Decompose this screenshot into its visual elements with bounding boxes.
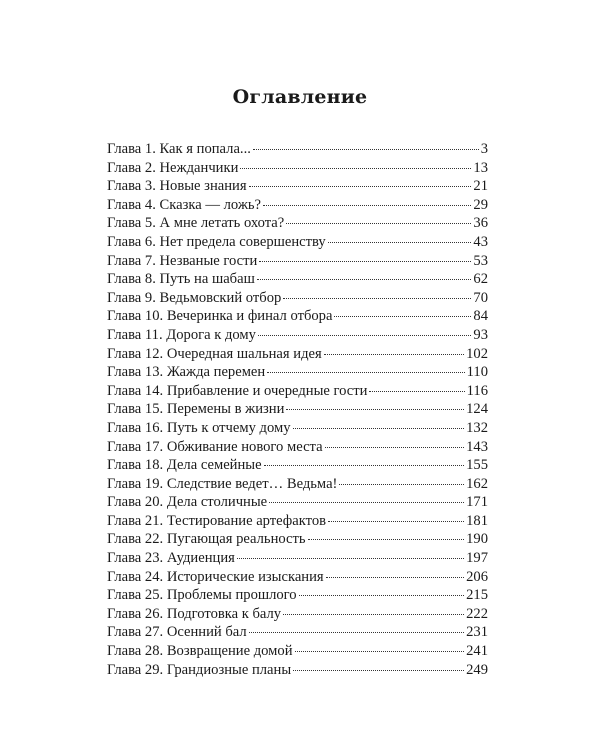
toc-entry-title: Глава 22. Пугающая реальность bbox=[107, 531, 306, 548]
toc-entry-title: Глава 5. А мне летать охота? bbox=[107, 215, 285, 232]
dot-leader bbox=[325, 447, 465, 448]
toc-entry-page-number: 143 bbox=[466, 438, 488, 455]
dot-leader bbox=[249, 632, 464, 633]
dot-leader bbox=[334, 316, 471, 317]
toc-entry-title: Глава 24. Исторические изыскания bbox=[107, 568, 324, 585]
dot-leader bbox=[324, 354, 464, 355]
toc-entry-page-number: 132 bbox=[466, 419, 488, 436]
toc-entry-page-number: 231 bbox=[466, 624, 488, 641]
page-title: Оглавление bbox=[232, 86, 368, 108]
toc-entry-page-number: 70 bbox=[473, 289, 488, 306]
toc-entry-title: Глава 1. Как я попала... bbox=[107, 141, 251, 157]
toc-entry bbox=[107, 345, 488, 364]
toc-entry-page-number: 53 bbox=[473, 252, 488, 269]
toc-entry bbox=[107, 456, 488, 475]
toc-entry-page-number: 162 bbox=[466, 475, 488, 492]
toc-entry-title: Глава 11. Дорога к дому bbox=[107, 326, 256, 343]
dot-leader bbox=[299, 595, 465, 596]
dot-leader bbox=[293, 428, 465, 429]
dot-leader bbox=[295, 651, 465, 652]
dot-leader bbox=[286, 409, 464, 410]
toc-entry bbox=[107, 289, 488, 308]
toc-entry-title: Глава 14. Прибавление и очередные гости bbox=[107, 382, 368, 399]
toc-entry-title: Глава 26. Подготовка к балу bbox=[107, 605, 282, 622]
dot-leader bbox=[326, 577, 464, 578]
toc-entry-page-number: 62 bbox=[473, 271, 488, 288]
toc-entry-page-number: 171 bbox=[466, 494, 488, 511]
toc-entry bbox=[107, 419, 488, 438]
toc-entry-page-number: 124 bbox=[466, 401, 488, 418]
toc-entry bbox=[107, 214, 488, 233]
dot-leader bbox=[267, 372, 464, 373]
table-of-contents bbox=[107, 140, 488, 679]
toc-entry bbox=[107, 252, 488, 271]
toc-entry-title: Глава 28. Возвращение домой bbox=[107, 643, 293, 660]
toc-entry-page-number: 222 bbox=[466, 605, 488, 622]
toc-entry bbox=[107, 475, 488, 494]
toc-entry-title: Глава 4. Сказка — ложь? bbox=[107, 196, 262, 213]
dot-leader bbox=[253, 149, 479, 150]
toc-entry bbox=[107, 140, 488, 159]
toc-entry-title: Глава 7. Незваные гости bbox=[107, 252, 258, 269]
toc-entry-title: Глава 6. Нет предела совершенству bbox=[107, 233, 326, 250]
toc-entry-title: Глава 25. Проблемы прошлого bbox=[107, 587, 297, 604]
dot-leader bbox=[263, 205, 471, 206]
dot-leader bbox=[259, 261, 471, 262]
toc-entry-page-number: 249 bbox=[466, 661, 488, 678]
toc-entry-title: Глава 17. Обживание нового места bbox=[107, 438, 323, 455]
toc-entry bbox=[107, 623, 488, 642]
dot-leader bbox=[283, 298, 471, 299]
toc-entry-title: Глава 15. Перемены в жизни bbox=[107, 401, 285, 418]
dot-leader bbox=[269, 502, 464, 503]
toc-entry-page-number: 116 bbox=[466, 382, 488, 399]
toc-entry-title: Глава 27. Осенний бал bbox=[107, 624, 247, 641]
toc-entry bbox=[107, 438, 488, 457]
toc-entry-title: Глава 12. Очередная шальная идея bbox=[107, 345, 322, 362]
dot-leader bbox=[240, 168, 471, 169]
dot-leader bbox=[328, 242, 472, 243]
dot-leader bbox=[258, 335, 471, 336]
dot-leader bbox=[328, 521, 464, 522]
toc-entry bbox=[107, 196, 488, 215]
toc-entry-title: Глава 2. Нежданчики bbox=[107, 159, 239, 176]
toc-entry bbox=[107, 326, 488, 345]
toc-entry bbox=[107, 568, 488, 587]
toc-entry-page-number: 181 bbox=[466, 512, 488, 529]
dot-leader bbox=[286, 223, 471, 224]
toc-entry-title: Глава 10. Вечеринка и финал отбора bbox=[107, 308, 333, 325]
toc-entry-page-number: 3 bbox=[480, 141, 488, 157]
toc-entry-title: Глава 21. Тестирование артефактов bbox=[107, 512, 327, 529]
toc-entry bbox=[107, 549, 488, 568]
toc-entry bbox=[107, 363, 488, 382]
toc-entry bbox=[107, 159, 488, 178]
toc-entry-page-number: 110 bbox=[466, 364, 488, 381]
toc-entry-title: Глава 20. Дела столичные bbox=[107, 494, 268, 511]
toc-entry-title: Глава 23. Аудиенция bbox=[107, 550, 235, 567]
dot-leader bbox=[339, 484, 464, 485]
toc-entry-title: Глава 9. Ведьмовский отбор bbox=[107, 289, 282, 306]
toc-entry bbox=[107, 605, 488, 624]
toc-entry-title: Глава 16. Путь к отчему дому bbox=[107, 419, 291, 436]
toc-entry-page-number: 43 bbox=[473, 233, 488, 250]
toc-entry-title: Глава 18. Дела семейные bbox=[107, 457, 262, 474]
toc-entry-page-number: 84 bbox=[473, 308, 488, 325]
toc-entry-page-number: 29 bbox=[473, 196, 488, 213]
toc-entry-page-number: 241 bbox=[466, 643, 488, 660]
dot-leader bbox=[308, 539, 465, 540]
toc-entry-page-number: 93 bbox=[473, 326, 488, 343]
dot-leader bbox=[237, 558, 464, 559]
toc-entry bbox=[107, 512, 488, 531]
toc-entry-page-number: 197 bbox=[466, 550, 488, 567]
dot-leader bbox=[283, 614, 464, 615]
toc-entry bbox=[107, 307, 488, 326]
dot-leader bbox=[264, 465, 465, 466]
toc-entry-page-number: 21 bbox=[473, 178, 488, 195]
toc-entry-title: Глава 19. Следствие ведет… Ведьма! bbox=[107, 475, 338, 492]
toc-entry-page-number: 36 bbox=[473, 215, 488, 232]
toc-entry-page-number: 155 bbox=[466, 457, 488, 474]
toc-entry bbox=[107, 270, 488, 289]
toc-entry-title: Глава 29. Грандиозные планы bbox=[107, 661, 292, 678]
toc-entry-title: Глава 13. Жажда перемен bbox=[107, 364, 266, 381]
toc-entry bbox=[107, 177, 488, 196]
toc-entry bbox=[107, 493, 488, 512]
toc-entry-page-number: 13 bbox=[473, 159, 488, 176]
dot-leader bbox=[369, 391, 464, 392]
toc-entry bbox=[107, 233, 488, 252]
toc-entry bbox=[107, 642, 488, 661]
toc-entry-title: Глава 3. Новые знания bbox=[107, 178, 247, 195]
toc-entry-page-number: 206 bbox=[466, 568, 488, 585]
toc-entry bbox=[107, 661, 488, 680]
toc-entry bbox=[107, 530, 488, 549]
dot-leader bbox=[293, 670, 464, 671]
dot-leader bbox=[257, 279, 472, 280]
toc-entry-page-number: 190 bbox=[466, 531, 488, 548]
toc-entry-title: Глава 8. Путь на шабаш bbox=[107, 271, 255, 288]
toc-entry-page-number: 215 bbox=[466, 587, 488, 604]
toc-entry-page-number: 102 bbox=[466, 345, 488, 362]
toc-entry bbox=[107, 400, 488, 419]
dot-leader bbox=[249, 186, 472, 187]
toc-entry bbox=[107, 586, 488, 605]
toc-entry bbox=[107, 382, 488, 401]
